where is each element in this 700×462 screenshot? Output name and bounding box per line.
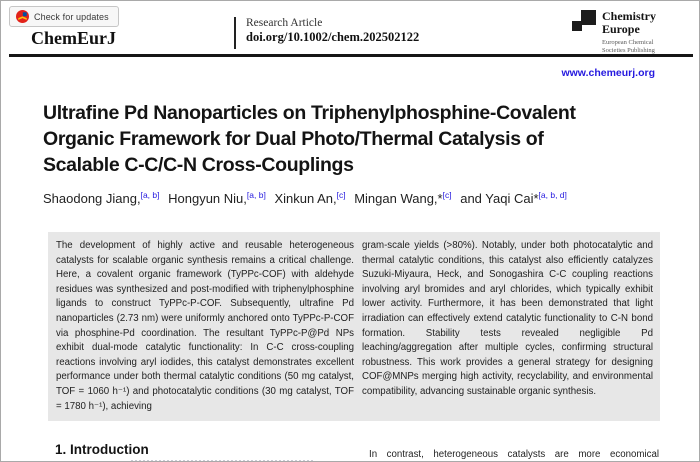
header-rule [9, 54, 693, 57]
publisher-name-line2: Europe [602, 22, 640, 36]
introduction-right-column-text: In contrast, heterogeneous catalysts are more economical [369, 449, 659, 460]
header-divider [234, 17, 236, 49]
publisher-subtitle-line1: European Chemical [602, 39, 654, 46]
article-title-line: Scalable C-C/C-N Cross-Couplings [43, 154, 354, 176]
article-title-line: Ultrafine Pd Nanoparticles on Triphenylphosphine-Covalent [43, 102, 576, 124]
article-type-label: Research Article [246, 17, 323, 29]
check-for-updates-label: Check for updates [34, 11, 109, 22]
author-name: and Yaqi Cai* [460, 191, 539, 206]
chemistry-europe-icon [572, 10, 596, 36]
publisher-name-line1: Chemistry [602, 9, 656, 23]
check-for-updates-button[interactable] [9, 6, 119, 27]
abstract-column-2: gram-scale yields (>80%). Notably, under both photocatalytic and thermal catalytic conditions, this catalyst also efficiently catalyzes Suzuki-Miyaura, Heck, and Sonogashira C-C coupling reactions involving aryl bromides and aryl chlorides, which typically exhibit lower activity. Furthermore, it has been demonstrated that light irradiation can effectively extend catalytic functionality to C-N bond formation. Stability tests revealed negligible Pd leaching/aggregation after multiple cycles, confirming structural robustness. This work provides a general strategy for designing COF@MNPs merging high activity, recyclability, and environmental compatibility, advancing sustainable organic synthesis. [362, 240, 653, 397]
author [460, 191, 567, 206]
author [43, 191, 160, 206]
author-affiliation-marker: [a, b] [140, 190, 160, 200]
journal-name: ChemEurJ [31, 28, 116, 48]
author-affiliation-marker: [a, b, d] [538, 190, 567, 200]
publisher-subtitle-line2: Societies Publishing [602, 46, 655, 54]
doi-link[interactable]: doi.org/10.1002/chem.202502122 [246, 30, 420, 44]
author-affiliation-marker: [a, b] [246, 190, 266, 200]
authors-line [43, 190, 673, 206]
article-title-line: Organic Framework for Dual Photo/Thermal Catalysis of [43, 128, 544, 150]
author [168, 191, 266, 206]
section-heading-introduction: 1. Introduction [55, 442, 149, 457]
author-affiliation-marker: [c] [336, 190, 346, 200]
crossmark-icon [16, 10, 29, 23]
abstract-column-1: The development of highly active and reusable heterogeneous catalysts for scalable organic synthesis remains a critical challenge. Here, a covalent organic framework (TyPPc-COF) with aldehyde residues was synthesized and post-modified with triphenylphosphine ligands to construct TyPPc-P-COF. Subsequently, ultrafine Pd nanoparticles (2.73 nm) were uniformly anchored onto TyPPc-P-COF via phosphine-Pd coordination. The resultant TyPPc-P@Pd NPs exhibit dual-mode catalytic functionality: In C-C cross-coupling reactions involving aryl iodides, this catalyst demonstrates excellent performance under both thermal catalytic conditions (50 mg catalyst, TOF = 1060 h⁻¹) and photocatalytic conditions (30 mg catalyst, TOF = 1780 h⁻¹), achieving [56, 240, 354, 412]
website-link[interactable]: www.chemeurj.org [561, 67, 655, 79]
author-name: Shaodong Jiang, [43, 191, 141, 206]
author-name: Hongyun Niu, [168, 191, 247, 206]
author [354, 191, 451, 206]
publisher-logo [572, 10, 656, 54]
author [274, 191, 345, 206]
author-name: Mingan Wang,* [354, 191, 443, 206]
article-title [43, 100, 673, 178]
author-name: Xinkun An, [274, 191, 337, 206]
abstract-box [48, 232, 660, 421]
author-affiliation-marker: [c] [442, 190, 452, 200]
